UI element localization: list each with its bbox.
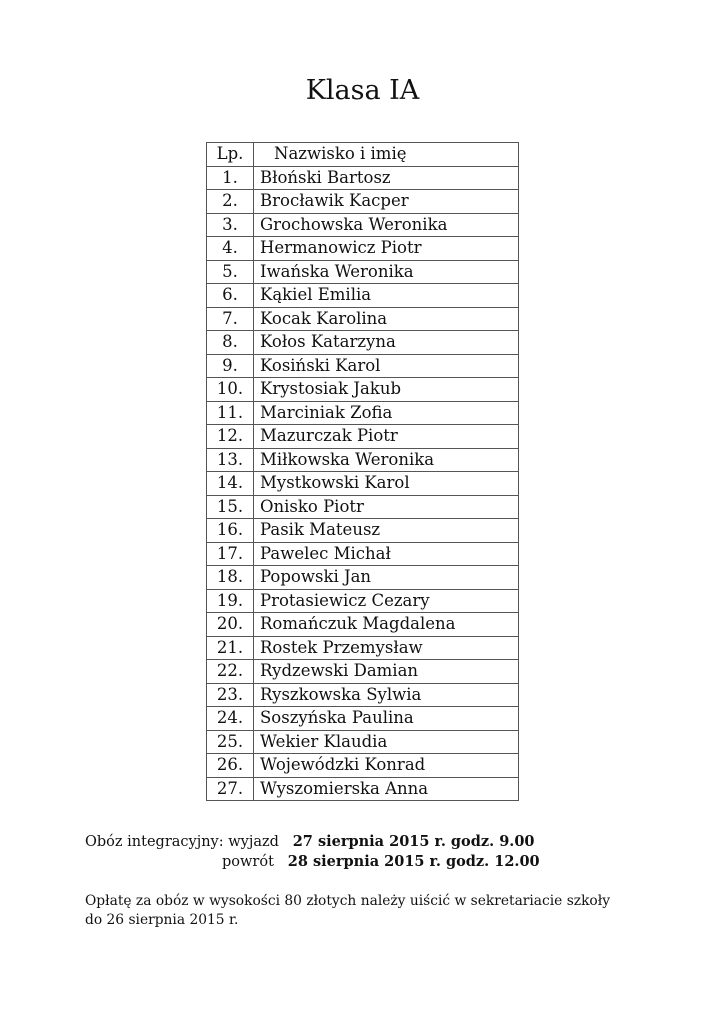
row-number: 23.	[207, 683, 254, 707]
student-name: Miłkowska Weronika	[254, 448, 519, 472]
student-name: Marciniak Zofia	[254, 401, 519, 425]
table-row	[207, 589, 519, 613]
row-number: 18.	[207, 566, 254, 590]
table-row	[207, 378, 519, 402]
table-row	[207, 683, 519, 707]
table-row	[207, 542, 519, 566]
table-row	[207, 237, 519, 261]
table-row	[207, 777, 519, 801]
student-name: Pasik Mateusz	[254, 519, 519, 543]
payment-note: Opłatę za obóz w wysokości 80 złotych należy uiścić w sekretariacie szkoły do 26 sierpnia 2015 r.	[85, 893, 611, 928]
row-number: 7.	[207, 307, 254, 331]
student-name: Kołos Katarzyna	[254, 331, 519, 355]
table-row	[207, 660, 519, 684]
student-name: Grochowska Weronika	[254, 213, 519, 237]
row-number: 15.	[207, 495, 254, 519]
student-name: Rostek Przemysław	[254, 636, 519, 660]
row-number: 27.	[207, 777, 254, 801]
student-name: Kocak Karolina	[254, 307, 519, 331]
student-name: Wyszomierska Anna	[254, 777, 519, 801]
student-name: Kosiński Karol	[254, 354, 519, 378]
table-row	[207, 448, 519, 472]
student-table	[206, 142, 519, 801]
table-row	[207, 166, 519, 190]
table-row	[207, 354, 519, 378]
table-row	[207, 331, 519, 355]
row-number: 17.	[207, 542, 254, 566]
student-name: Brocławik Kacper	[254, 190, 519, 214]
page-title: Klasa IA	[305, 75, 420, 106]
student-name: Protasiewicz Cezary	[254, 589, 519, 613]
row-number: 12.	[207, 425, 254, 449]
row-number: 20.	[207, 613, 254, 637]
row-number: 16.	[207, 519, 254, 543]
departure-label: Obóz integracyjny: wyjazd	[85, 834, 279, 850]
student-name: Ryszkowska Sylwia	[254, 683, 519, 707]
row-number: 14.	[207, 472, 254, 496]
table-row	[207, 190, 519, 214]
table-row	[207, 566, 519, 590]
student-name: Kąkiel Emilia	[254, 284, 519, 308]
student-name: Mystkowski Karol	[254, 472, 519, 496]
student-name: Onisko Piotr	[254, 495, 519, 519]
row-number: 9.	[207, 354, 254, 378]
table-body	[207, 166, 519, 801]
row-number: 3.	[207, 213, 254, 237]
row-number: 6.	[207, 284, 254, 308]
table-row	[207, 519, 519, 543]
row-number: 8.	[207, 331, 254, 355]
student-name: Romańczuk Magdalena	[254, 613, 519, 637]
row-number: 26.	[207, 754, 254, 778]
student-name: Wojewódzki Konrad	[254, 754, 519, 778]
camp-departure	[85, 833, 535, 851]
table-header-row	[207, 143, 519, 167]
row-number: 5.	[207, 260, 254, 284]
table-row	[207, 213, 519, 237]
student-name: Błoński Bartosz	[254, 166, 519, 190]
row-number: 21.	[207, 636, 254, 660]
row-number: 22.	[207, 660, 254, 684]
row-number: 19.	[207, 589, 254, 613]
row-number: 25.	[207, 730, 254, 754]
row-number: 13.	[207, 448, 254, 472]
student-name: Rydzewski Damian	[254, 660, 519, 684]
student-name: Hermanowicz Piotr	[254, 237, 519, 261]
row-number: 4.	[207, 237, 254, 261]
table-row	[207, 495, 519, 519]
table-row	[207, 401, 519, 425]
table-row	[207, 707, 519, 731]
student-name: Iwańska Weronika	[254, 260, 519, 284]
student-name: Popowski Jan	[254, 566, 519, 590]
departure-date: 27 sierpnia 2015 r. godz. 9.00	[292, 833, 535, 850]
row-number: 1.	[207, 166, 254, 190]
return-date: 28 sierpnia 2015 r. godz. 12.00	[287, 853, 540, 870]
row-number: 11.	[207, 401, 254, 425]
table-row	[207, 730, 519, 754]
return-label: powrót	[222, 854, 274, 870]
column-header-name: Nazwisko i imię	[254, 143, 519, 167]
row-number: 2.	[207, 190, 254, 214]
student-name: Soszyńska Paulina	[254, 707, 519, 731]
column-header-lp: Lp.	[207, 143, 254, 167]
table-row	[207, 472, 519, 496]
student-name: Krystosiak Jakub	[254, 378, 519, 402]
student-name: Wekier Klaudia	[254, 730, 519, 754]
table-row	[207, 754, 519, 778]
student-name: Mazurczak Piotr	[254, 425, 519, 449]
table-row	[207, 307, 519, 331]
table-row	[207, 260, 519, 284]
table-row	[207, 425, 519, 449]
table-row	[207, 613, 519, 637]
student-name: Pawelec Michał	[254, 542, 519, 566]
row-number: 10.	[207, 378, 254, 402]
table-row	[207, 284, 519, 308]
camp-return	[222, 853, 540, 871]
table-row	[207, 636, 519, 660]
row-number: 24.	[207, 707, 254, 731]
